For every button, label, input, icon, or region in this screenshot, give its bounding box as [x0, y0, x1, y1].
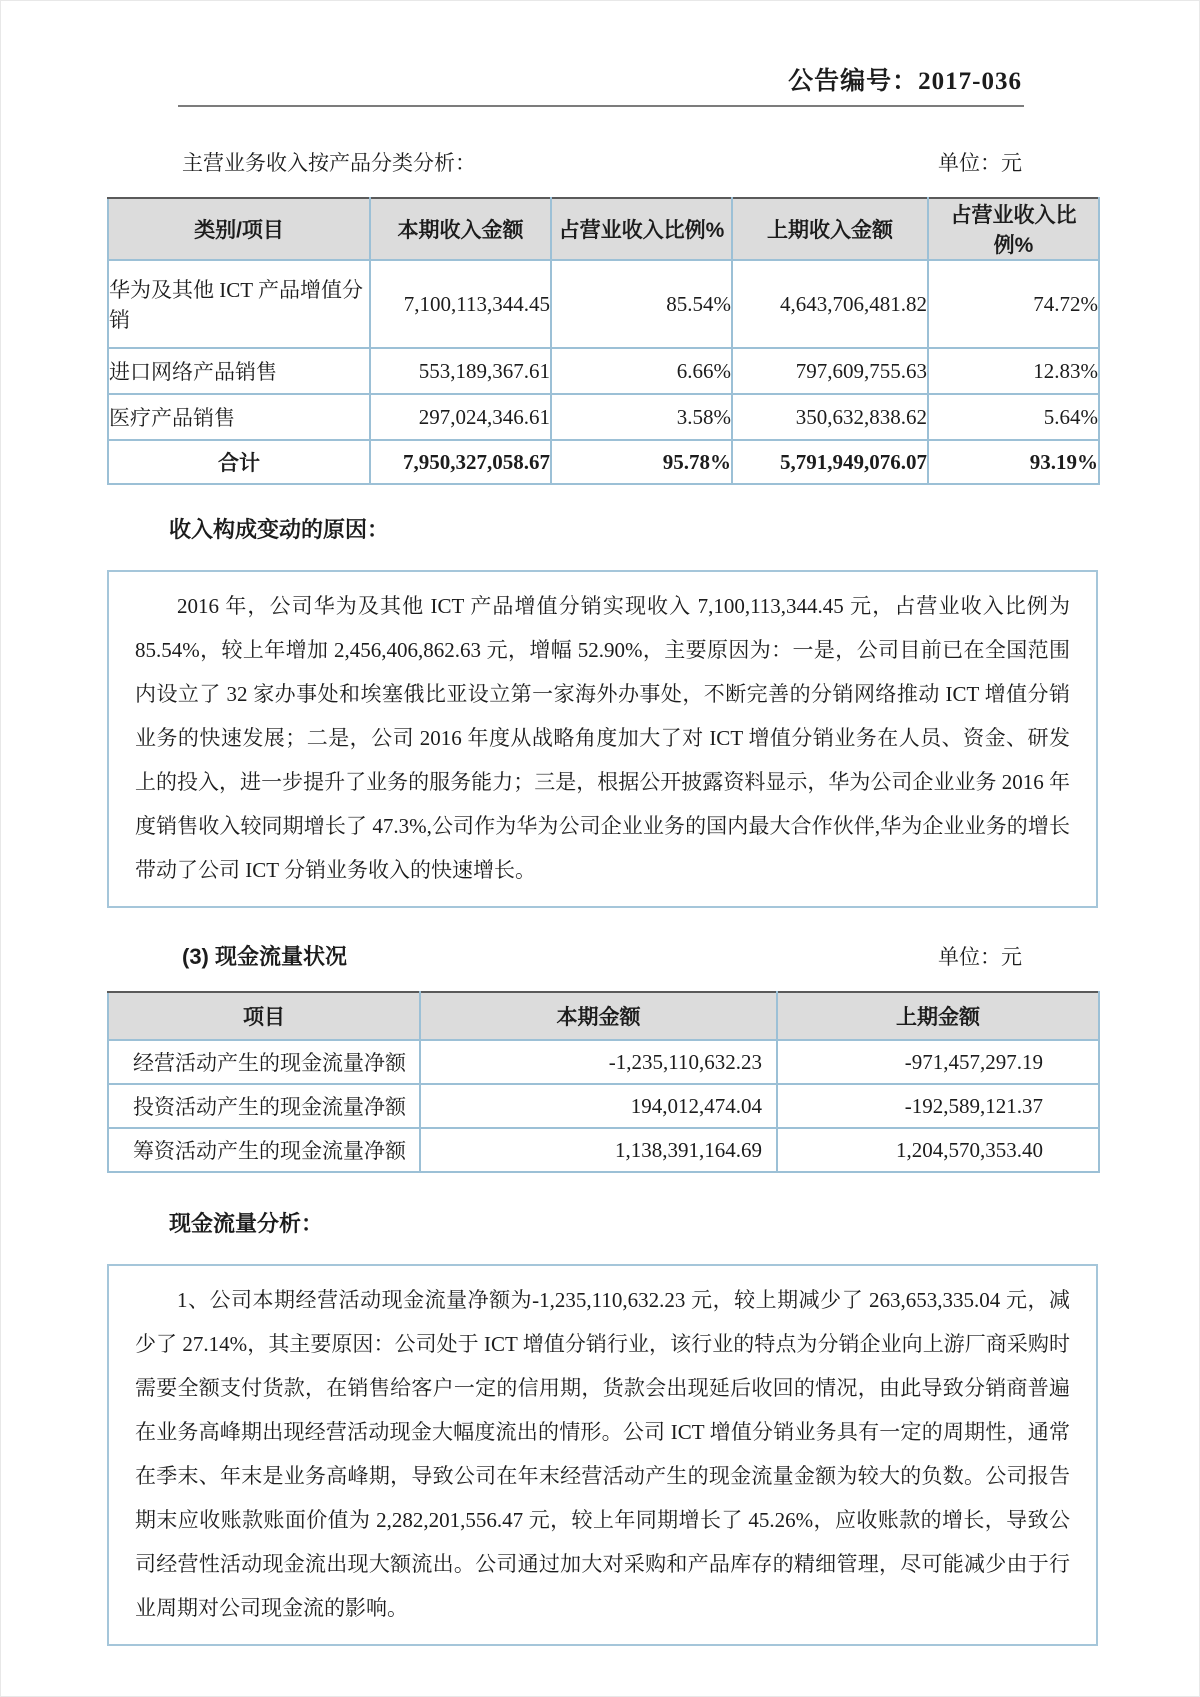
row-label: 投资活动产生的现金流量净额 [108, 1084, 420, 1128]
row-label: 医疗产品销售 [108, 394, 370, 440]
cell-current-ratio: 85.54% [551, 260, 732, 348]
col-header-current-ratio: 占营业收入比例% [551, 198, 732, 260]
cashflow-unit-label: 单位：元 [938, 945, 1022, 969]
cashflow-analysis-heading: 现金流量分析： [169, 1211, 324, 1236]
col-header-prior-ratio: 占营业收入比例% [928, 198, 1099, 260]
cell-prior-ratio: 5.64% [928, 394, 1099, 440]
cell-current-ratio: 3.58% [551, 394, 732, 440]
table-row [108, 348, 1099, 394]
cell-prior-amount: -971,457,297.19 [777, 1040, 1099, 1084]
table-row [108, 260, 1099, 348]
cashflow-table-header-row [108, 992, 1099, 1040]
cell-current-revenue: 553,189,367.61 [370, 348, 551, 394]
header-divider [178, 105, 1024, 107]
col-header-category: 类别/项目 [108, 198, 370, 260]
cell-prior-ratio: 12.83% [928, 348, 1099, 394]
cell-prior-amount: -192,589,121.37 [777, 1084, 1099, 1128]
row-label: 进口网络产品销售 [108, 348, 370, 394]
cell-prior-ratio: 74.72% [928, 260, 1099, 348]
col-header-prior-revenue: 上期收入金额 [732, 198, 928, 260]
row-label: 筹资活动产生的现金流量净额 [108, 1128, 420, 1172]
total-prior-revenue: 5,791,949,076.07 [732, 440, 928, 484]
cell-prior-revenue: 797,609,755.63 [732, 348, 928, 394]
table-total-row [108, 440, 1099, 484]
table-row [108, 1040, 1099, 1084]
announcement-number: 公告编号：2017-036 [788, 68, 1022, 95]
row-label: 华为及其他 ICT 产品增值分销 [108, 260, 370, 348]
revenue-unit-label: 单位：元 [938, 151, 1022, 175]
revenue-table-caption: 主营业务收入按产品分类分析： [182, 151, 476, 175]
table-row [108, 1128, 1099, 1172]
revenue-by-product-table [107, 197, 1100, 485]
cashflow-section-heading: (3) 现金流量状况 [182, 944, 348, 969]
cashflow-caption-row [182, 940, 1022, 971]
cashflow-table [107, 991, 1100, 1173]
col-header-prior-amount: 上期金额 [777, 992, 1099, 1040]
col-header-current-revenue: 本期收入金额 [370, 198, 551, 260]
total-current-revenue: 7,950,327,058.67 [370, 440, 551, 484]
cell-current-revenue: 7,100,113,344.45 [370, 260, 551, 348]
revenue-change-reason-paragraph: 2016 年，公司华为及其他 ICT 产品增值分销实现收入 7,100,113,344.45 元，占营业收入比例为 85.54%，较上年增加 2,456,406,862.63 元，增幅 52.90%，主要原因为：一是，公司目前已在全国范围内设立了 32 家办事处和埃塞俄比亚设立第一家海外办事处，不断完善的分销网络推动 ICT 增值分销业务的快速发展；二是，公司 2016 年度从战略角度加大了对 ICT 增值分销业务在人员、资金、研发上的投入，进一步提升了业务的服务能力；三是，根据公开披露资料显示，华为公司企业业务 2016 年度销售收入较同期增长了 47.3%,公司作为华为公司企业业务的国内最大合作伙伴,华为企业业务的增长带动了公司 ICT 分销业务收入的快速增长。 [107, 570, 1098, 908]
cell-current-amount: 194,012,474.04 [420, 1084, 777, 1128]
revenue-change-reason-heading: 收入构成变动的原因： [169, 517, 390, 542]
revenue-table-header-row [108, 198, 1099, 260]
cell-current-revenue: 297,024,346.61 [370, 394, 551, 440]
cell-current-ratio: 6.66% [551, 348, 732, 394]
total-prior-ratio: 93.19% [928, 440, 1099, 484]
cell-prior-revenue: 350,632,838.62 [732, 394, 928, 440]
table-row [108, 394, 1099, 440]
cell-current-amount: 1,138,391,164.69 [420, 1128, 777, 1172]
col-header-item: 项目 [108, 992, 420, 1040]
cashflow-analysis-paragraph: 1、公司本期经营活动现金流量净额为-1,235,110,632.23 元，较上期减少了 263,653,335.04 元，减少了 27.14%，其主要原因：公司处于 ICT 增值分销行业，该行业的特点为分销企业向上游厂商采购时需要全额支付货款，在销售给客户一定的信用期，货款会出现延后收回的情况，由此导致分销商普遍在业务高峰期出现经营活动现金大幅度流出的情形。公司 ICT 增值分销业务具有一定的周期性，通常在季末、年末是业务高峰期，导致公司在年末经营活动产生的现金流量金额为较大的负数。公司报告期末应收账款账面价值为 2,282,201,556.47 元，较上年同期增长了 45.26%，应收账款的增长，导致公司经营性活动现金流出现大额流出。公司通过加大对采购和产品库存的精细管理，尽可能减少由于行业周期对公司现金流的影响。 [107, 1264, 1098, 1646]
cell-prior-revenue: 4,643,706,481.82 [732, 260, 928, 348]
col-header-current-amount: 本期金额 [420, 992, 777, 1040]
cell-prior-amount: 1,204,570,353.40 [777, 1128, 1099, 1172]
cell-current-amount: -1,235,110,632.23 [420, 1040, 777, 1084]
table-row [108, 1084, 1099, 1128]
total-label: 合计 [108, 440, 370, 484]
row-label: 经营活动产生的现金流量净额 [108, 1040, 420, 1084]
revenue-caption-row [182, 147, 1022, 177]
total-current-ratio: 95.78% [551, 440, 732, 484]
